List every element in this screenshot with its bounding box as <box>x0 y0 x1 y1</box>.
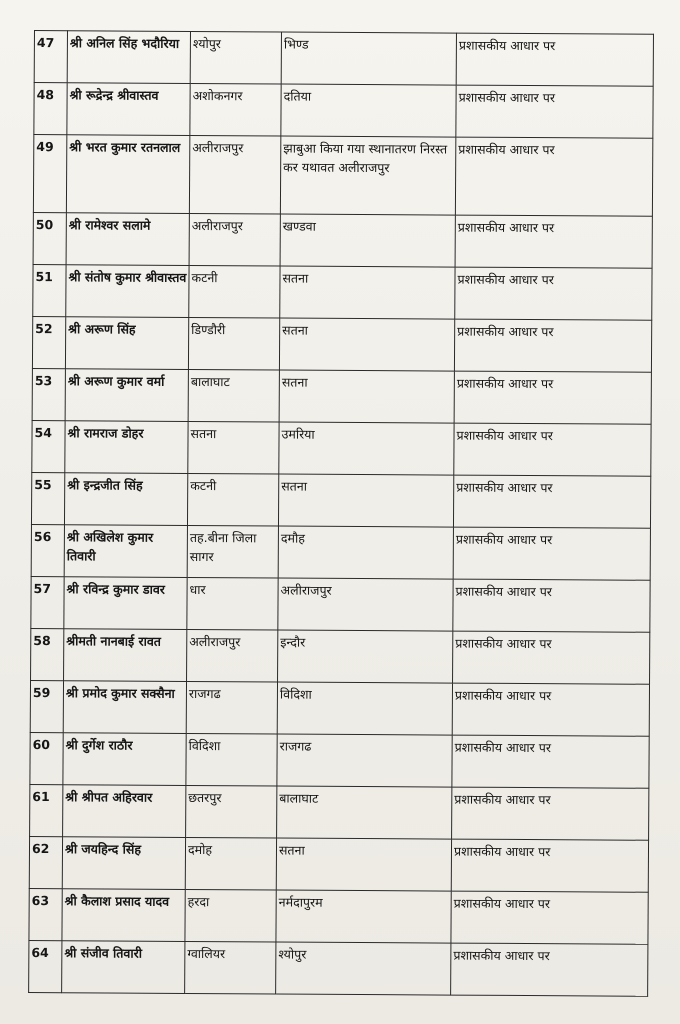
new-posting-cell <box>276 890 451 943</box>
current-posting: ग्वालियर <box>187 945 226 962</box>
new-posting-cell <box>280 136 455 215</box>
new-posting-cell <box>277 786 452 839</box>
table-row <box>32 316 651 372</box>
serial-number-cell <box>31 524 64 576</box>
employee-name: श्री अरूण सिंह <box>68 321 136 337</box>
serial-number-cell <box>31 472 64 524</box>
current-posting: श्योपुर <box>192 35 221 52</box>
new-posting: दमौह <box>280 530 305 546</box>
transfer-reason: प्रशासकीय आधार पर <box>455 635 552 652</box>
transfer-reason-cell <box>451 891 648 944</box>
serial-number: 52 <box>35 321 53 337</box>
current-posting-cell <box>188 369 279 422</box>
new-posting-cell <box>280 214 455 267</box>
table-row <box>34 83 653 139</box>
employee-name: श्री संजीव तिवारी <box>64 945 143 961</box>
serial-number-cell <box>30 732 63 784</box>
current-posting-cell <box>186 733 277 786</box>
transfer-reason: प्रशासकीय आधार पर <box>457 219 555 236</box>
employee-name-cell <box>65 369 188 422</box>
transfer-reason: प्रशासकीय आधार पर <box>458 141 555 158</box>
new-posting: नर्मदापुरम <box>278 894 323 910</box>
table-row <box>29 836 648 892</box>
table-row <box>33 264 652 320</box>
serial-number: 57 <box>33 581 52 597</box>
transfer-reason-cell <box>456 85 653 138</box>
employee-name: श्री रूद्रेन्द्र श्रीवास्तव <box>69 87 159 103</box>
employee-name-cell <box>66 265 189 318</box>
current-posting: तह.बीना जिला सागर <box>189 529 257 565</box>
transfer-reason-cell <box>453 475 650 528</box>
current-posting-cell <box>190 83 281 136</box>
table-row <box>29 940 648 996</box>
serial-number-cell <box>33 212 66 264</box>
transfer-reason: प्रशासकीय आधार पर <box>456 479 553 496</box>
table-row <box>33 212 652 268</box>
transfer-reason: प्रशासकीय आधार पर <box>456 375 554 392</box>
new-posting: सतना <box>282 322 308 338</box>
current-posting: विदिशा <box>188 737 221 754</box>
new-posting: राजगढ <box>279 738 312 754</box>
new-posting-cell <box>278 578 453 631</box>
transfer-reason-cell <box>453 527 650 580</box>
current-posting-cell <box>188 421 279 474</box>
transfer-reason: प्रशासकीय आधार पर <box>453 895 551 912</box>
current-posting: बालाघाट <box>190 373 230 390</box>
employee-name-cell <box>67 83 190 136</box>
transfer-reason-cell <box>455 137 652 216</box>
employee-name: श्री अखिलेश कुमार तिवारी <box>66 529 154 564</box>
current-posting-cell <box>189 135 280 214</box>
transfer-reason-cell <box>452 787 649 840</box>
serial-number: 64 <box>31 945 49 961</box>
current-posting-cell <box>189 265 280 318</box>
current-posting: अलीराजपुर <box>192 139 244 156</box>
transfer-reason-cell <box>451 839 648 892</box>
serial-number-cell <box>29 888 62 940</box>
serial-number-cell <box>32 420 65 472</box>
new-posting-cell <box>281 32 456 85</box>
serial-number-cell <box>29 940 62 992</box>
employee-name: श्री भरत कुमार रतनलाल <box>69 139 181 155</box>
employee-name-cell <box>64 525 187 578</box>
current-posting: अलीराजपुर <box>189 633 241 650</box>
serial-number: 61 <box>32 789 50 805</box>
serial-number-cell <box>30 680 63 732</box>
current-posting-cell <box>187 629 278 682</box>
transfer-reason: प्रशासकीय आधार पर <box>454 791 551 808</box>
new-posting-cell <box>278 474 453 527</box>
employee-name-cell <box>62 837 185 890</box>
current-posting: दमोह <box>187 841 213 858</box>
table-row <box>30 732 649 788</box>
new-posting: श्योपुर <box>278 946 307 962</box>
current-posting: राजगढ <box>188 685 221 702</box>
new-posting-cell <box>277 734 452 787</box>
new-posting-cell <box>281 84 456 137</box>
serial-number: 49 <box>36 139 54 155</box>
table-row <box>31 472 650 528</box>
employee-name-cell <box>64 473 187 526</box>
transfer-reason-cell <box>453 631 650 684</box>
employee-name-cell <box>62 889 185 942</box>
table-row <box>31 576 650 632</box>
transfer-reason: प्रशासकीय आधार पर <box>457 271 554 288</box>
serial-number: 47 <box>36 35 55 51</box>
new-posting-cell <box>280 266 455 319</box>
new-posting: सतना <box>281 478 308 494</box>
transfer-reason: प्रशासकीय आधार पर <box>458 89 556 106</box>
transfer-reason: प्रशासकीय आधार पर <box>453 947 550 964</box>
serial-number: 54 <box>34 425 52 441</box>
transfer-reason-cell <box>451 943 648 996</box>
serial-number-cell <box>29 836 62 888</box>
current-posting: धार <box>189 581 206 598</box>
new-posting: बालाघाट <box>279 790 319 806</box>
current-posting: डिण्डौरी <box>191 321 226 338</box>
serial-number: 48 <box>36 87 55 103</box>
employee-name: श्री दुर्गेश राठौर <box>65 737 133 753</box>
new-posting-cell <box>279 318 454 371</box>
current-posting: अशोकनगर <box>192 87 243 104</box>
serial-number-cell <box>31 628 64 680</box>
transfer-reason: प्रशासकीय आधार पर <box>457 323 554 340</box>
serial-number-cell <box>34 83 67 135</box>
transfer-reason-cell <box>454 319 651 372</box>
new-posting: इन्दौर <box>280 634 306 650</box>
employee-name-cell <box>63 785 186 838</box>
table-row <box>32 368 651 424</box>
current-posting-cell <box>188 317 279 370</box>
serial-number: 56 <box>33 529 52 545</box>
serial-number-cell <box>32 368 65 420</box>
transfer-table-body <box>29 31 654 997</box>
employee-name: श्री संतोष कुमार श्रीवास्तव <box>68 269 187 285</box>
current-posting-cell <box>185 837 276 890</box>
new-posting: भिण्ड <box>283 36 309 52</box>
employee-name: श्री जयहिन्द सिंह <box>64 841 142 857</box>
current-posting-cell <box>186 785 277 838</box>
new-posting-cell <box>277 682 452 735</box>
new-posting: अलीराजपुर <box>280 582 332 598</box>
employee-name-cell <box>64 629 187 682</box>
employee-name: श्री रामराज डोहर <box>67 425 144 441</box>
table-row <box>30 784 649 840</box>
current-posting: कटनी <box>190 477 217 494</box>
transfer-reason: प्रशासकीय आधार पर <box>454 687 552 704</box>
employee-name: श्री अरूण कुमार वर्मा <box>67 373 165 389</box>
current-posting: हरदा <box>187 893 210 910</box>
serial-number: 63 <box>31 893 50 909</box>
new-posting: झाबुआ किया गया स्थानातरण निरस्त कर यथावत अलीराजपुर <box>283 140 448 176</box>
employee-name: श्री रामेश्वर सलामे <box>68 217 151 233</box>
new-posting-cell <box>279 370 454 423</box>
transfer-reason-cell <box>454 371 651 424</box>
serial-number: 59 <box>32 685 51 701</box>
transfer-reason-cell <box>452 683 649 736</box>
transfer-reason-cell <box>456 33 653 86</box>
new-posting-cell <box>276 942 451 995</box>
new-posting: विदिशा <box>279 686 312 702</box>
transfer-table <box>28 30 654 997</box>
employee-name-cell <box>63 681 186 734</box>
serial-number: 62 <box>31 841 50 857</box>
current-posting: सतना <box>190 425 217 442</box>
employee-name-cell <box>66 213 189 266</box>
new-posting-cell <box>279 422 454 475</box>
serial-number-cell <box>33 135 66 213</box>
transfer-reason-cell <box>453 579 650 632</box>
employee-name: श्री रविन्द्र कुमार डावर <box>66 581 165 597</box>
new-posting: सतना <box>281 374 308 390</box>
new-posting-cell <box>276 838 451 891</box>
transfer-reason: प्रशासकीय आधार पर <box>455 583 552 600</box>
transfer-reason-cell <box>452 735 649 788</box>
table-row <box>31 628 650 684</box>
new-posting: दतिया <box>283 88 312 104</box>
transfer-reason: प्रशासकीय आधार पर <box>455 531 553 548</box>
serial-number: 53 <box>34 373 53 389</box>
table-row <box>33 135 652 217</box>
employee-name-cell <box>64 577 187 630</box>
table-row <box>34 31 653 87</box>
serial-number-cell <box>31 576 64 628</box>
table-row <box>31 524 650 580</box>
transfer-reason: प्रशासकीय आधार पर <box>456 427 553 444</box>
employee-name-cell <box>65 421 188 474</box>
serial-number-cell <box>30 784 63 836</box>
transfer-reason-cell <box>454 423 651 476</box>
table-row <box>29 888 648 944</box>
employee-name-cell <box>66 135 189 214</box>
transfer-reason: प्रशासकीय आधार पर <box>458 37 556 54</box>
current-posting-cell <box>187 525 278 578</box>
employee-name: श्री अनिल सिंह भदौरिया <box>69 35 180 51</box>
current-posting-cell <box>190 31 281 84</box>
employee-name-cell <box>67 31 190 84</box>
employee-name: श्रीमती नानबाई रावत <box>66 633 162 649</box>
serial-number-cell <box>34 31 67 83</box>
current-posting-cell <box>185 941 276 994</box>
employee-name: श्री इन्द्रजीत सिंह <box>67 477 143 493</box>
new-posting: सतना <box>282 270 309 286</box>
table-row <box>32 420 651 476</box>
current-posting: कटनी <box>191 269 218 286</box>
current-posting-cell <box>187 473 278 526</box>
serial-number: 51 <box>35 269 53 285</box>
employee-name: श्री कैलाश प्रसाद यादव <box>64 893 170 909</box>
new-posting: उमरिया <box>281 426 315 442</box>
serial-number: 58 <box>33 633 51 649</box>
employee-name-cell <box>63 733 186 786</box>
current-posting: छतरपुर <box>188 789 222 806</box>
serial-number: 55 <box>34 477 52 493</box>
employee-name: श्री प्रमोद कुमार सक्सैना <box>65 685 175 701</box>
new-posting: खण्डवा <box>282 218 316 234</box>
current-posting-cell <box>185 889 276 942</box>
employee-name-cell <box>65 317 188 370</box>
new-posting-cell <box>278 630 453 683</box>
serial-number: 50 <box>35 217 54 233</box>
table-row <box>30 680 649 736</box>
serial-number-cell <box>32 316 65 368</box>
current-posting-cell <box>187 577 278 630</box>
current-posting-cell <box>189 213 280 266</box>
transfer-reason-cell <box>455 267 652 320</box>
serial-number-cell <box>33 264 66 316</box>
employee-name-cell <box>62 941 185 994</box>
current-posting-cell <box>186 681 277 734</box>
employee-name: श्री श्रीपत अहिरवार <box>65 789 153 805</box>
transfer-reason: प्रशासकीय आधार पर <box>454 739 552 756</box>
current-posting: अलीराजपुर <box>191 217 243 234</box>
transfer-reason-cell <box>455 215 652 268</box>
transfer-reason: प्रशासकीय आधार पर <box>453 843 551 860</box>
serial-number: 60 <box>32 737 51 753</box>
new-posting: सतना <box>278 842 305 858</box>
new-posting-cell <box>278 526 453 579</box>
